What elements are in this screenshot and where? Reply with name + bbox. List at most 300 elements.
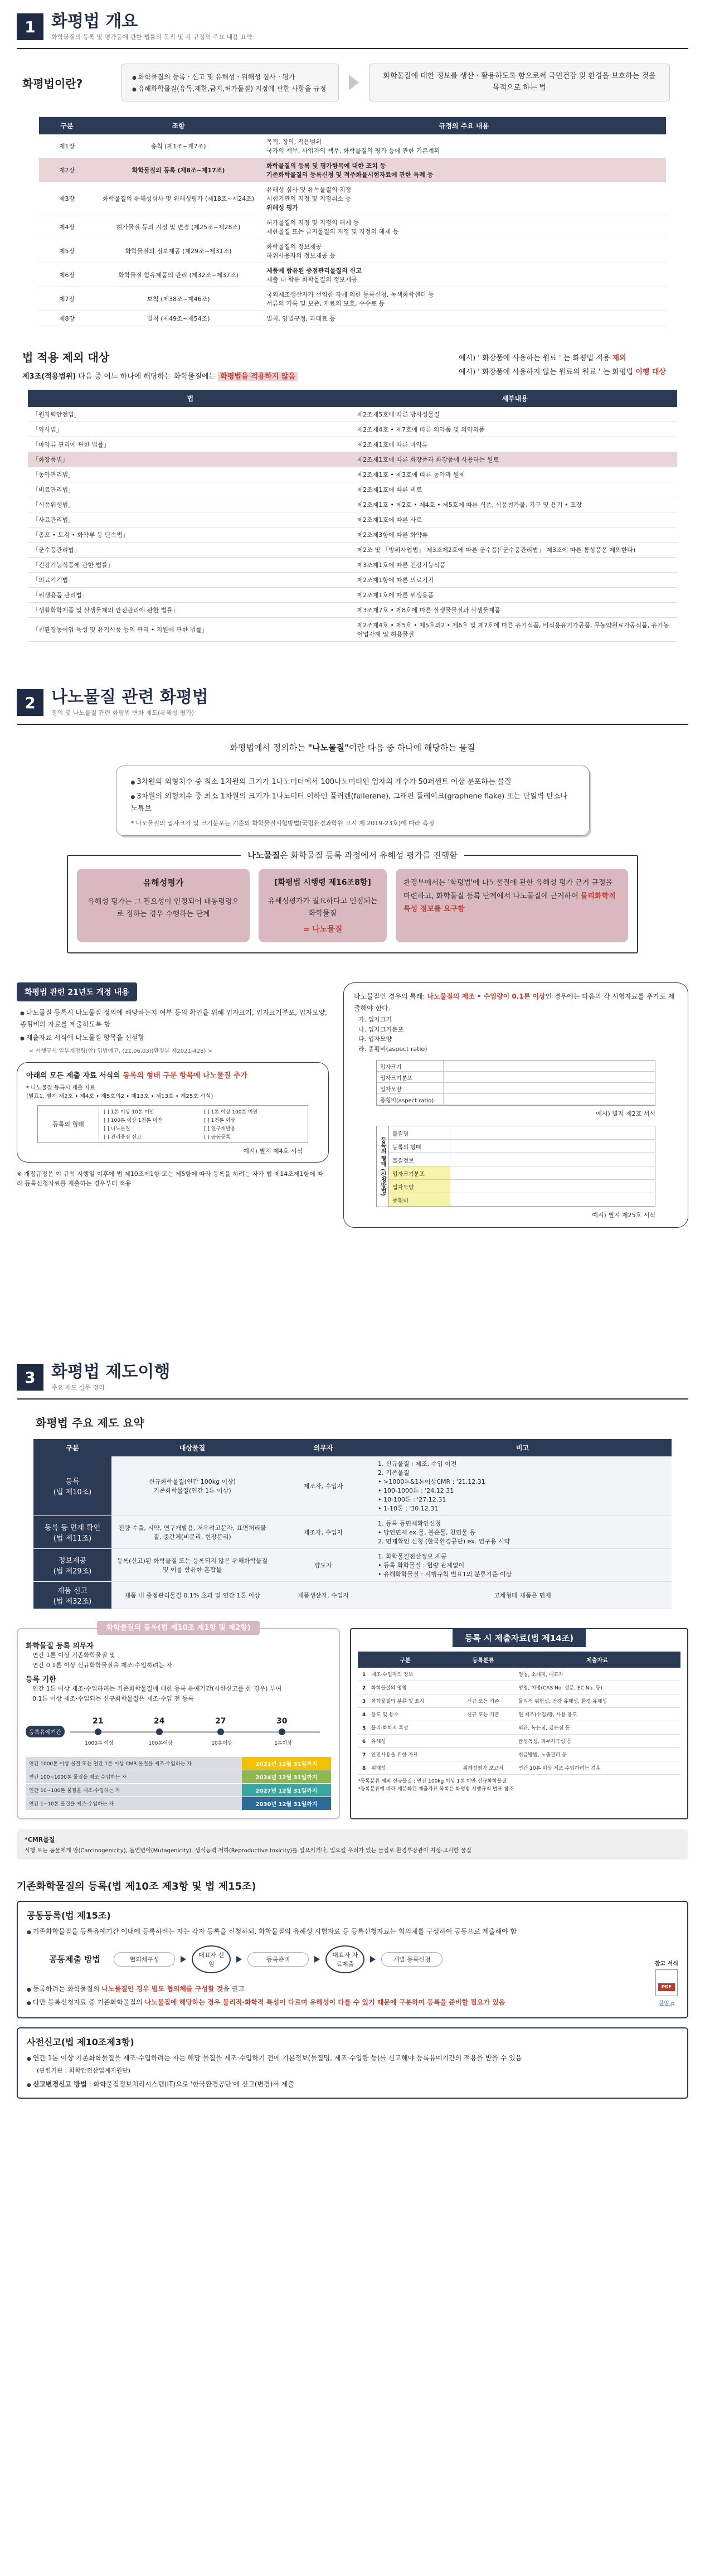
col-header: 비고 [373,1439,672,1456]
row-chapter: 제1장 [39,134,95,158]
timeline [26,1709,331,1754]
summary-category [33,1456,111,1516]
sub-name: 안전사용을 위한 자료 [371,1752,418,1758]
sub-class [453,1735,514,1748]
summary-obligor: 제조자, 수입자 [273,1456,373,1516]
pre-report-text: : 화학물질정보처리시스템(IT)으로 '한국환경공단'에 신고(변경)서 제출 [86,2080,294,2088]
sub-item [358,1708,453,1721]
timeline-tier: 1톤이상 [274,1741,292,1747]
reference-label: 참고 서식 [654,1960,678,1967]
deadline-row [26,1797,331,1810]
reg-item: 0.1톤 이상 제조·수입되는 신규화학물질은 제조·수입 전 등록 [32,1694,194,1702]
intro-bold: "나노물질" [308,743,349,753]
table-row [358,1761,680,1775]
deadline-table [26,1757,331,1810]
form3-label: 물질정보 [389,1153,450,1166]
col-header: 조항 [95,117,262,134]
content-line: 위해성 평가 [266,204,298,211]
table-row [28,527,677,543]
sub-class: 위해성평가 보고서 [453,1761,514,1775]
special-text: 나노물질인 경우의 특례: [354,992,427,1001]
col-header: 등록분류 [453,1652,514,1668]
submission-box [350,1628,688,1819]
row-content [262,239,666,263]
joint-flow-label: 공동제출 방법 [49,1954,101,1965]
col-header: 구분 [33,1439,111,1456]
timeline-label: 등록유예기간 [26,1726,65,1737]
section-subtitle: 화학물질의 등록 및 평가등에 관한 법률의 목적 및 각 규정의 주요 내용 요약 [51,33,252,41]
revision-area [17,982,688,1227]
joint-highlight: 나노물질에 해당하는 경우 물리적·화학적 특성이 다르며 유해성이 다를 수 있기 때문에 구분하여 등록을 준비할 필요가 있음 [144,1998,505,2007]
sub-class [453,1748,514,1761]
exclusion-table [28,390,677,642]
content-line: 국가의 책무, 사업자의 책무, 화학물질의 평가 등에 관한 기본계획 [266,147,440,154]
table-row [33,1456,672,1516]
content-line: 벌칙, 양벌규정, 과태료 등 [266,315,336,322]
category-name: 등록 등 면제 확인 [44,1524,101,1532]
joint-item [27,1983,556,1994]
table-row [358,1668,680,1681]
law-name: 「총포 • 도검 • 화약류 등 단속법」 [28,527,353,543]
special-highlight: 나노물질의 제조 • 수입량이 0.1톤 이상 [427,992,546,1001]
summary-category [33,1516,111,1549]
summary-target: 신규화학물질(연간 100kg 이상) 기존화학물질(연간 1톤 이상) [111,1456,273,1516]
definition-note: * 나노물질의 입자크기 및 크기분포는 기준의 화학물질시험방법(국립환경과학원 고시 제 2019-23호)에 따라 측정 [130,820,435,827]
card-highlight: = 나노물질 [303,925,343,934]
sub-number: 2 [362,1686,366,1691]
joint-box [17,1901,688,2018]
law-name: 「군수품관리법」 [28,543,353,558]
sub-data: 연 제조(수입)량, 사용 용도 [514,1708,680,1721]
timeline-dot [156,1728,163,1735]
sub-class [453,1681,514,1694]
joint-text: 다만 등록신청자료 중 기존화학물질의 [32,1998,145,2007]
overview-table [39,117,666,326]
form3-label: 물질명 [389,1126,450,1139]
table-row [39,158,666,182]
flow-step: 등록준비 [247,1952,309,1967]
eval-card [77,869,250,942]
form-option: [ ] 연구개발용 [204,1126,236,1132]
law-name: 「건강기능식품에 관한 법률」 [28,558,353,573]
form3-row [389,1193,655,1207]
reg-item: 연간 0.1톤 이상 신규화학물질을 제조·수입하려는 자 [32,1661,172,1669]
joint-highlight: 나노물질인 경우 별도 협의체를 구성할 것 [101,1984,223,1993]
row-article: 화학물질 함유제품의 관리 (제32조~제37조) [95,263,262,287]
pre-report-note: (관련기관 : 화학안전산업계지원단) [37,2066,131,2074]
summary-target: 등록(신고)된 화학물질 또는 등록되지 않은 유해화학물질 및 이를 함유한 혼합물 [111,1549,273,1582]
deadline-target: 연간 100~1000톤 물질을 제조·수입하는 자 [29,1775,127,1781]
right-list-item: 라. 종횡비(aspect ratio) [358,1045,427,1053]
cmr-box [17,1829,688,1860]
banner-bold: 나노물질 [247,850,280,861]
sub-name: 화학물질의 분류 및 표시 [371,1699,425,1705]
sub-number: 7 [362,1752,366,1758]
law-detail: 제3조제7호 • 제8호에 따른 살생물물질과 살생물제품 [353,603,678,618]
intro-text: 이란 다음 중 하나에 해당하는 물질 [348,743,475,753]
reg-item: 연간 1톤 이상 제조·수입하려는 기존화학물질에 대한 등록 유예기간(시한신고를 한 경우) 부여 [32,1685,282,1693]
law-detail: 제2조제4호 • 제5호 • 제5호의2 • 제6호 및 제7호에 따른 유기식품, 비식용유기가공품, 무농약원료가공식품, 유기농어업자재 및 허용물질 [353,618,678,642]
card-text: 환경부에서는 '화평법'에 나노물질에 관한 유해성 평가 근거 규정을 마련하고, 화학물질 등록 단계에서 나노물질에 근거하여 [403,879,613,900]
category-article: (법 제10조) [53,1488,92,1497]
timeline-tier: 10톤이상 [211,1741,232,1747]
card-text: 유해성평가가 필요하다고 인정되는 화학물질 [268,897,378,918]
special-case [354,991,678,1014]
exclusion-desc [22,370,298,381]
card-title: 유해성평가 [143,878,184,888]
sub-number: 6 [362,1739,366,1745]
category-name: 제품 신고 [57,1587,88,1595]
summary-note: 1. 등록 등면제확인신청 • 당연면제 ex.물, 불순물, 천연물 등 2. 면제확인 신청 (한국환경공단) ex. 연구용 시약 [373,1516,672,1549]
law-detail: 제2조제5호에 따른 방사성물질 [353,407,678,422]
summary-title: 화평법 주요 제도 요약 [36,1416,144,1430]
row-content [262,134,666,158]
flow-step: 개별 등록신청 [381,1952,443,1967]
table-row [28,618,677,642]
timeline-tier: 100톤이상 [148,1741,173,1747]
law-name: 「마약류 관리에 관한 법률」 [28,437,353,452]
pdf-file-icon[interactable]: PDF [655,1969,678,1996]
law-detail: 제2조제1항에 따른 의료기기 [353,573,678,588]
sub-item [358,1668,453,1681]
table-row [358,1735,680,1748]
example-highlight: 제외 [612,354,626,362]
form2-row [377,1083,655,1094]
summary-target: 제품 내 중점관리물질 0.1% 초과 및 연간 1톤 이상 [111,1582,273,1609]
table-row [39,134,666,158]
form3-label: 입자모양 [389,1180,450,1193]
registration-box [17,1624,340,1819]
eval-card [259,869,387,942]
sub-class [453,1668,514,1681]
table-row [28,558,677,573]
nano-definition-box [116,766,590,836]
section-title: 화평법 개요 [51,12,138,31]
row-article: 화학물질의 등록 (제8조~제17조) [95,158,262,182]
law-detail: 제2조제1호에 따른 마약류 [353,437,678,452]
table-row [39,287,666,311]
exclusion-text: 다음 중 어느 하나에 해당하는 화학물질에는 [76,372,218,381]
sub-data: 연간 10톤 이상 제조·수입하려는 경우 [514,1761,680,1775]
table-row [39,311,666,326]
sub-name: 위해성 [371,1766,386,1771]
form2-value [444,1061,655,1071]
content-line: 국외제조생산자가 선임한 자에 의한 등록신청, 녹색화학센터 등 [266,291,434,298]
table-row [28,588,677,603]
deadline-row [26,1770,331,1784]
timeline-year: 21 [93,1717,104,1726]
cmr-title: *CMR물질 [25,1836,55,1844]
timeline-tier: 1000톤 이상 [85,1741,114,1747]
section-1 [17,10,688,642]
law-detail: 제2조제1호에 따른 사료 [353,512,678,527]
sub-data: 물리적 위험성, 건강 유해성, 환경 유해성 [514,1694,680,1708]
exclusion-table-wrap [28,390,677,642]
timeline-year: 30 [276,1717,288,1726]
form3-row [389,1180,655,1193]
law-name: 「생활화학제품 및 살생물제의 안전관리에 관한 법률」 [28,603,353,618]
law-name: 「의료기기법」 [28,573,353,588]
form3-row [389,1126,655,1140]
summary-obligor: 양도자 [273,1549,373,1582]
form-option: [ ] 100톤 이상 1천톤 미만 [104,1117,163,1124]
deadline-target: 연간 1~10톤 물질을 제조·수입하는 자 [29,1802,114,1808]
law-name: 「화장품법」 [28,452,353,467]
section-number: 1 [17,13,43,40]
example-caption: 예시) 별지 제25호 서식 [592,1211,655,1219]
exclusion-article: 제3조(적용범위) [22,372,76,381]
flow-step: 대표자 자료제출 [325,1945,364,1973]
row-chapter: 제5장 [39,239,95,263]
definition-item: ● 3차원의 외형치수 중 최소 1차원의 크기가 1나노미터에서 100나노미터인 입자의 개수가 50퍼센트 이상 분포하는 물질 [131,776,575,788]
law-detail: 제2조제1호에 따른 위생용품 [353,588,678,603]
what-row [17,64,688,101]
col-header: 구분 [39,117,95,134]
deadline-target: 연간 1000톤 이상 물질 또는 연간 1톤 이상 CMR 물질을 제조·수입하는 자 [29,1761,192,1768]
content-line: 화학물질의 등록 및 평가항목에 대한 조치 등 [266,162,386,170]
law-detail: 제2조제3항에 따른 화약류 [353,527,678,543]
table-row [358,1681,680,1694]
form2-label: 입자크기 [377,1061,444,1071]
table-row [33,1582,672,1609]
row-content [262,263,666,287]
example-sub: (별표1, 별지 제2호 • 제4호 • 제5호의2 • 제13호 • 제13호 • 제25호 서식) [26,1093,213,1100]
table-row [28,512,677,527]
joint-text: 을 권고 [223,1984,245,1993]
col-header: 의무자 [273,1439,373,1456]
content-line: 허가물질의 지정 및 지정의 해제 등 [266,219,359,226]
pre-report-item: ● 연간 1톤 이상 기존화학물질을 제조·수입하려는 자는 해당 물질을 제조·수입하기 전에 기본정보(물질명, 제조·수입량 등)를 신고해야 등록유예기간의 적용을 받을 수 있음 [27,2052,678,2064]
timeline-dot [217,1728,224,1735]
table-row [28,437,677,452]
example-text: 예시) ' 화장품에 사용하는 원료 ' 는 화평법 적용 [458,354,612,362]
table-row [28,543,677,558]
table-row [33,1549,672,1582]
form2-value [444,1083,655,1093]
form2-label: 입자모양 [377,1083,444,1093]
example-sub: * 나노물질 등록시 제출 자료 [26,1084,95,1091]
registration-area [17,1624,688,1819]
reference-form[interactable] [655,1959,678,2007]
form3-label: 종횡비 [389,1193,450,1206]
exclusion-title: 법 적용 제외 대상 [22,351,110,364]
arrow-right-icon [181,1956,186,1963]
form-option: [ ] 나노물질 [104,1126,130,1132]
law-name: 「위생용품 관리법」 [28,588,353,603]
sub-data: 취급방법, 노출관리 등 [514,1748,680,1761]
form3-row [389,1153,655,1166]
arrow-right-icon [349,75,359,90]
what-label: 화평법이란? [22,76,83,90]
table-row [39,239,666,263]
table-row [33,1516,672,1549]
form3-row [389,1166,655,1180]
joint-text: 등록하려는 화학물질의 [32,1984,102,1993]
content-line: 제출 내 함유 화학물질의 정보제공 [266,276,357,283]
form-mock [37,1105,308,1143]
content-line: 제한물질 또는 금지물질의 지정 및 지정의 해제 등 [266,228,398,235]
table-row [28,452,677,467]
law-detail: 제2조 및 「방위사업법」 제3조제2호에 따른 군수품(「군수품관리법」 제3조에 따른 통상품은 제외한다) [353,543,678,558]
what-item: ● 화학물질의 등록ㆍ신고 및 유해성ㆍ위해성 심사ㆍ평가 [132,72,328,81]
table-row [28,422,677,437]
law-name: 「비료관리법」 [28,482,353,497]
row-article: 총칙 (제1조~제7조) [95,134,262,158]
form3-value [450,1126,655,1139]
table-row [39,263,666,287]
summary-note: 고체형태 제품은 면제 [373,1582,672,1609]
revision-item: ● 제출자료 서식에 나노물질 항목을 신설함 [20,1032,329,1043]
table-row [28,482,677,497]
sub-item [358,1761,453,1775]
law-name: 「농약관리법」 [28,467,353,482]
row-chapter: 제8장 [39,311,95,326]
form2-label: 종횡비(aspect ratio) [377,1094,444,1105]
sub-data: 명칭, 이명(CAS No. 성분, EC No. 등) [514,1681,680,1694]
joint-item [27,1997,556,2008]
timeline-dot [95,1728,101,1735]
col-header: 규정의 주요 내용 [262,117,666,134]
deadline-date: 2024년 12월 31일까지 [242,1770,331,1783]
example-caption: 예시) 별지 제4호 서식 [243,1147,303,1155]
form-option: [ ] 1톤 이상 10톤 미만 [104,1109,154,1115]
row-content [262,158,666,182]
content-line: 유해성 심사 및 유독물질의 지정 [266,186,352,193]
right-list-item: 나. 입자크기분포 [358,1025,404,1033]
revision-label: 화평법 관련 21년도 개정 내용 [17,982,137,1001]
summary-target: 전량 수출, 시약, 연구개발용, 저우려고분자, 표면처리물질, 중간체(비분리, 현장분리) [111,1516,273,1549]
nano-definition-intro [17,742,688,753]
content-line: 하위사용자의 정보제공 등 [266,252,336,259]
example-title-highlight: 등록의 형태 구분 항목에 나노물질 추가 [123,1071,247,1080]
pre-report-item [27,2079,678,2089]
content-line: 목적, 정의, 적용범위 [266,138,322,146]
content-line: 제품에 함유된 중점관리물질의 신고 [266,267,362,274]
law-name: 「약사법」 [28,422,353,437]
banner-text: 은 화학물질 등록 과정에서 유해성 평가를 진행함 [280,850,458,861]
form2-label: 입자크기분포 [377,1072,444,1082]
card-title: [화평법 시행령 제16조8항] [274,878,371,888]
law-detail: 제2조제1호 • 제3호에 따른 농약과 원제 [353,467,678,482]
pre-report-bold: 신고변경신고 방법 [32,2080,87,2088]
table-row [28,497,677,512]
section-subtitle: 정의 및 나노물질 관련 화평법 변화 제도(유해성 평가) [51,709,195,716]
revision-footnote: ※ 개정규정은 이 규칙 시행일 이후에 법 제10조제1항 또는 제5항에 따라 등록을 하려는 자가 법 제14조제1항에 따라 등록신청자료를 제출하는 경우부터 적용 [17,1170,323,1188]
category-name: 등록 [65,1478,80,1486]
col-header: 구분 [358,1652,453,1668]
law-detail: 제2조제1호에 따른 비료 [353,482,678,497]
sub-item [358,1748,453,1761]
row-chapter: 제6장 [39,263,95,287]
timeline-dot [279,1728,285,1735]
sub-name: 물리·화학적 특성 [371,1726,409,1731]
pre-report-box [17,2027,688,2099]
form3-row [389,1140,655,1153]
card-highlight: 물리화학적 특성 정보를 요구함 [403,892,616,914]
revision-item: ● 나노물질 등록시 나노물질 정의에 해당하는지 여부 등의 확인을 위해 입자크기, 입자크기분포, 입자모양, 종횡비의 자료를 제출하도록 함 [20,1007,329,1030]
section-2 [17,686,688,1228]
summary-obligor: 제조자, 수입자 [273,1516,373,1549]
sub-data: 명칭, 소재지, 대표자 [514,1668,680,1681]
col-header: 대상물질 [111,1439,273,1456]
submission-title: 등록 시 제출자료(법 제14조) [453,1629,586,1647]
submission-table [358,1652,680,1775]
form3-value [450,1193,655,1206]
row-article: 벌칙 (제49조~제54조) [95,311,262,326]
row-content [262,287,666,311]
sub-name: 유해성 [371,1739,386,1745]
example-text: 예시) ' 화장품에 사용하지 않는 원료의 원료 ' 는 화평법 [458,367,636,376]
section-title: 화평법 제도이행 [51,1362,171,1382]
example-title-text: 아래의 모든 제출 자료 서식의 [26,1071,123,1080]
purpose-box: 화학물질에 대한 정보를 생산ㆍ활용하도록 함으로써 국민건강 및 환경을 보호하는 것을 목적으로 하는 법 [369,64,670,101]
cmr-text: 시행 또는 동물에게 암(Carcinogenicity), 돌연변이(Mutagenicity), 생식능력 저하(Reproductive toxicity)를 일으키거나, 일으킬 우려가 있는 물질로 환경부장관이 지정·고시한 물질 [25,1848,471,1854]
form2-value [444,1072,655,1082]
table-row [28,573,677,588]
row-chapter: 제3장 [39,182,95,215]
sub-name: 화학물질의 명칭 [371,1686,407,1691]
exclusion-head [17,348,688,381]
sub-number: 3 [362,1699,366,1705]
exclusion-examples [459,352,666,381]
table-row [358,1708,680,1721]
row-content [262,215,666,239]
content-line: 화학물질의 정보제공 [266,243,322,250]
sub-number: 8 [362,1766,366,1771]
law-detail: 제2조제1호 • 제2호 • 제4호 • 제5호에 따른 식품, 식품첨가물, 기구 및 용기 • 포장 [353,497,678,512]
table-row [28,407,677,422]
table-row [39,182,666,215]
row-chapter: 제2장 [39,158,95,182]
form-option: [ ] 공동등록 [204,1134,231,1140]
sub-data: 급성독성, 피부자극성 등 [514,1735,680,1748]
section-subtitle: 주요 제도 실무 정리 [51,1384,105,1391]
form3-side: 등록의 형태 (신청방법) [377,1126,389,1207]
example-form-box [17,1062,329,1163]
right-list-item: 다. 입자모양 [358,1035,392,1043]
arrow-right-icon [370,1956,376,1963]
law-name: 「친환경농어업 육성 및 유기식품 등의 관리 • 지원에 관한 법률」 [28,618,353,642]
eval-card [396,869,628,942]
reg-item: 연간 1톤 이상 기존화학물질 및 [32,1652,115,1659]
category-article: (법 제11조) [53,1534,92,1543]
form2-row [377,1072,655,1083]
table-row [358,1721,680,1735]
special-text: 인 경우에는 다음의 각 시험자료를 추가로 제출해야 한다. [354,992,675,1012]
form3-value [450,1180,655,1193]
sub-class: 신규 또는 기존 [453,1708,514,1721]
law-detail: 제2조제1호에 따른 화장품과 화장품에 사용하는 원료 [353,452,678,467]
intro-text: 화평법에서 정의하는 [230,743,308,753]
law-name: 「식품위생법」 [28,497,353,512]
form3-value [450,1166,655,1179]
category-article: (법 제29조) [53,1567,92,1576]
arrow-right-icon [236,1956,242,1963]
summary-table [33,1439,672,1609]
row-content [262,182,666,215]
joint-flow [49,1945,678,1973]
form-label: 등록의 형태 [38,1106,99,1142]
sub-note: *등록분류 제외 신규물질 : 연간 100kg 이상 1톤 미만 신규화학물질 [358,1779,507,1784]
sub-name: 용도 및 용수 [371,1712,399,1718]
form-mock-3 [376,1126,655,1207]
row-chapter: 제7장 [39,287,95,311]
row-article: 화학물질의 정보제공 (제29조~제31조) [95,239,262,263]
category-name: 정보제공 [58,1557,87,1565]
content-line: 서류의 기록 및 보존, 자료의 보호, 수수료 등 [266,300,385,307]
row-article: 화학물질의 유해성심사 및 위해성평가 (제18조~제24조) [95,182,262,215]
reference-link[interactable]: 붙임.p [658,2000,675,2007]
